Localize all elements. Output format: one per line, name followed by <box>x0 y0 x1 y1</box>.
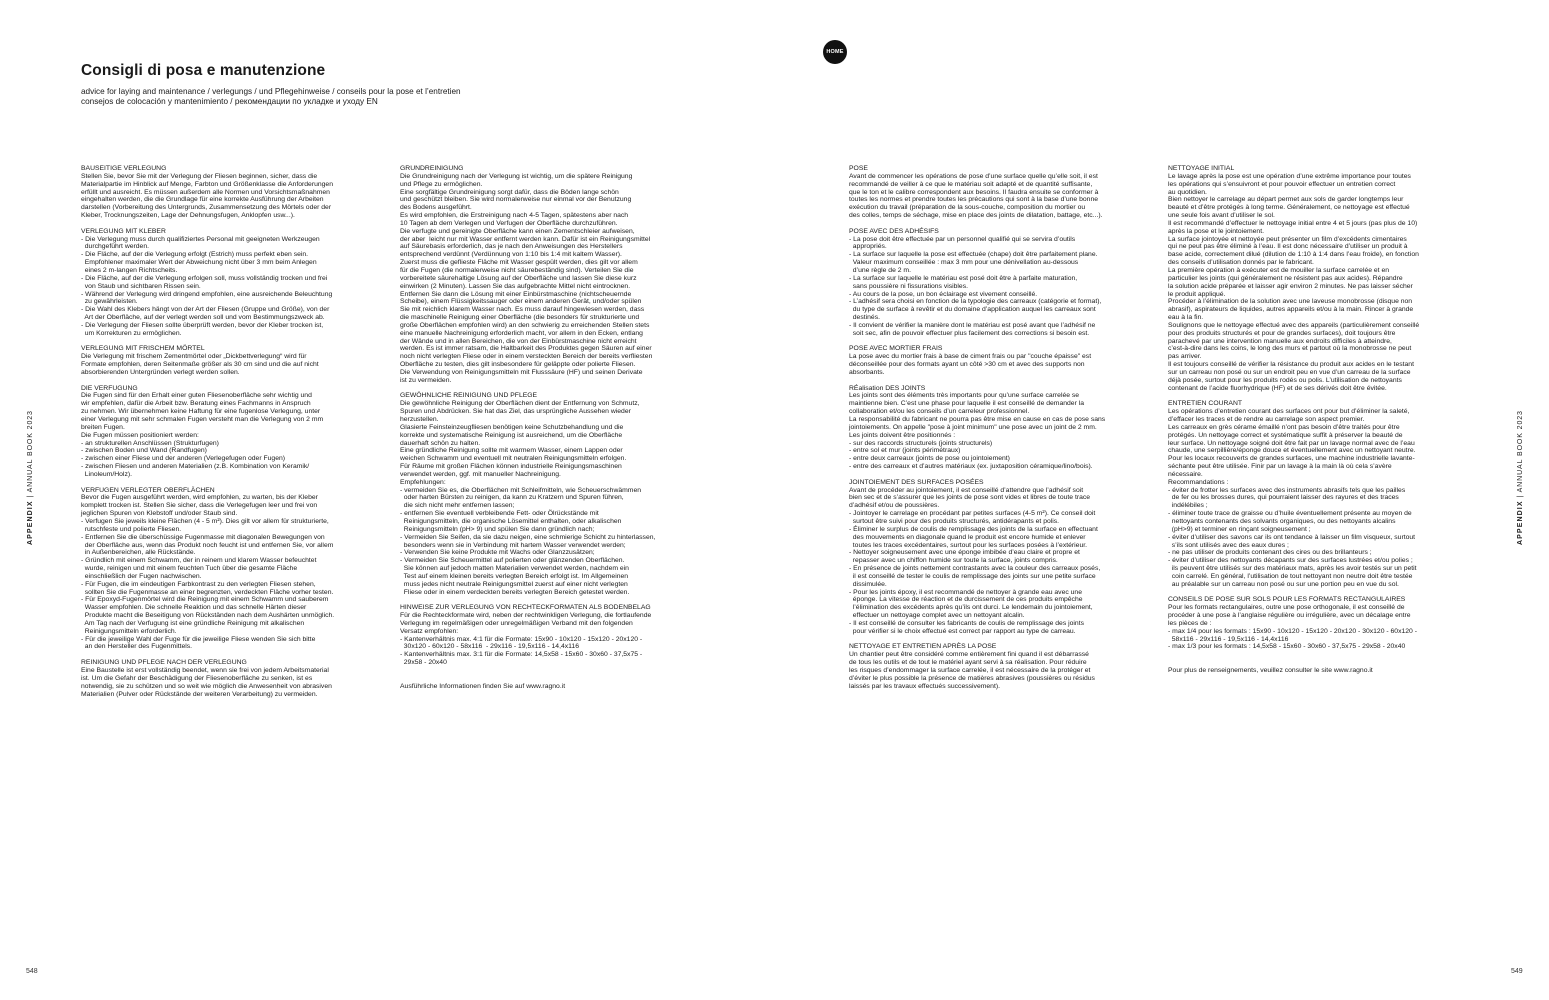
side-label-left <box>27 410 34 545</box>
text-section <box>81 345 334 376</box>
section-heading: VERLEGUNG MIT FRISCHEM MÖRTEL <box>81 345 205 353</box>
section-heading: NETTOYAGE ET ENTRETIEN APRÈS LA POSE <box>849 643 997 651</box>
home-button[interactable]: HOME <box>823 40 847 64</box>
section-heading: RÉalisation DES JOINTS <box>849 384 926 392</box>
annual-book-label: | ANNUAL BOOK 2023 <box>1517 410 1524 501</box>
text-section <box>81 385 334 479</box>
section-body: Die Grundreinigung nach der Verlegung ist wichtig, um die spätere Reinigung und Pflege zu ermöglichen. Eine sorgfältige Grundreinigung sorgt dafür, dass die Böden lange schön und geschützt bleiben. Sie wird normalerweise nur einmal vor der Benutzung des Bodens ausgeführt. Es wird empfohlen, die Erstreinigung nach 4-5 Tagen, spätestens aber nach 10 Tagen ab dem Verlegen und Verfugen der Oberfläche durchzuführen. Die verfugte und gereinigte Oberfläche kann einen Zementschleier aufweisen, der aber leicht nur mit Wasser entfernt werden kann. Dafür ist ein Reinigungsmittel auf Säurebasis erforderlich, das je nach den Anweisungen des Herstellers entsprechend verdünnt (Verdünnung von 1:10 bis 1:4 mit kaltem Wasser). Zuerst muss die geflieste Fläche mit Wasser gespült werden, dies gilt vor allem für die Fugen (die normalerweise nicht säurebeständig sind). Verteilen Sie die vorbereitete säurehaltige Lösung auf der Oberfläche und lassen Sie diese kurz einwirken (2 Minuten). Lassen Sie das aufgebrachte Mittel nicht eintrocknen. Entfernen Sie dann die Lösung mit einer Einbürstmaschine (nichtscheuernde Scheibe), einem Flüssigkeitssauger oder einem anderen Gerät, und/oder spülen Sie mit reichlich klarem Wasser nach. Es muss darauf hingewiesen werden, dass die maschinelle Reinigung einer Oberfläche (die besonders für strukturierte und große Oberflächen empfohlen wird) an den schwierig zu erreichenden Stellen stets eine manuelle Nachreinigung erforderlich macht, vor allem in den Ecken, entlang der Wände und in allen Bereichen, die von der Einbürstmaschine nicht erreicht werden. Es ist immer ratsam, die Haltbarkeit des Produktes gegen Säuren auf einer noch nicht verlegten Fliese oder in einem versteckten Bereich der bereits verfliesten Oberfläche zu testen, dies gilt insbesondere für geläppte oder polierte Fliesen. Die Verwendung von Reinigungsmitteln mit Flusssäure (HF) und seinen Derivate ist zu vermeiden. <box>400 172 653 384</box>
appendix-label: APPENDIX <box>1517 500 1524 545</box>
section-heading: CONSEILS DE POSE SUR SOLS POUR LES FORMATS RECTANGULAIRES <box>1168 596 1406 604</box>
section-body: La pose avec du mortier frais à base de ciment frais ou par "couche épaisse" est déconseillée pour des formats ayant un côté >30 cm et avec des supports non absorbants. <box>849 353 1092 376</box>
section-body: - La pose doit être effectuée par un personnel qualifié qui se servira d’outils appropriés. - La surface sur laquelle la pose est effectuée (chape) doit être parfaitement plane. Valeur maximum conseillée : max 3 mm pour une dénivellation au-dessous d’une règle de 2 m. - La surface sur laquelle le matériau est posé doit être à parfaite maturation, sans poussière ni fissurations visibles. - Au cours de la pose, un bon éclairage est vivement conseillé. - L’adhésif sera choisi en fonction de la typologie des carreaux (catégorie et format), du type de surface à revêtir et du domaine d’application auquel les carreaux sont destinés. - Il convient de vérifier la manière dont le matériau est posé avant que l’adhésif ne soit sec, afin de pouvoir effectuer plus facilement des corrections si besoin est. <box>849 235 1102 337</box>
text-column-german-1 <box>81 165 334 698</box>
text-section <box>400 604 655 667</box>
section-heading: REINIGUNG UND PFLEGE NACH DER VERLEGUNG <box>81 659 247 667</box>
section-heading: NETTOYAGE INITIAL <box>1168 165 1235 172</box>
text-section <box>400 675 655 691</box>
text-section <box>1168 596 1419 651</box>
text-section <box>849 643 1105 690</box>
text-section <box>849 165 1105 220</box>
section-body: Die gewöhnliche Reinigung der Oberflächen dient der Entfernung von Schmutz, Spuren und Abdrücken. Sie hat das Ziel, das ursprüngliche Aussehen wieder herzustellen. Glasierte Feinsteinzeugfliesen benötigen keine Schutzbehandlung und die korrekte und systematische Reinigung ist ausreichend, um die Oberfläche dauerhaft schön zu halten. Eine gründliche Reinigung sollte mit warmem Wasser, einem Lappen oder weichen Schwamm und eventuell mit neutralen Reinigungsmitteln erfolgen. Für Räume mit großen Flächen können industrielle Reinigungsmaschinen verwendet werden, ggf. mit manueller Nachreinigung. Empfehlungen: - vermeiden Sie es, die Oberflächen mit Schleifmitteln, wie Scheuerschwämmen oder harten Bürsten zu reinigen, da kann zu Kratzern und Spuren führen, die sich nicht mehr entfernen lassen; - entfernen Sie eventuell verbleibende Fett- oder Ölrückstände mit Reinigungsmitteln, die organische Lösemittel enthalten, oder alkalischen Reinigungsmitteln (pH> 9) und spülen Sie dann gründlich nach; - Vermeiden Sie Seifen, da sie dazu neigen, eine schmierige Schicht zu hinterlassen, besonders wenn sie in Verbindung mit hartem Wasser verwendet werden; - Verwenden Sie keine Produkte mit Wachs oder Glanzzusätzen; - Vermeiden Sie Scheuermittel auf polierten oder glänzenden Oberflächen. Sie können auf jedoch matten Materialien verwendet werden, nachdem ein Test auf einem kleinen bereits verlegten Bereich erfolgt ist. Im Allgemeinen muss jedes nicht neutrale Reinigungsmittel zuerst auf einer nicht verlegten Fliese oder in einem verdeckten bereits verlegten Bereich getestet werden. <box>400 400 656 596</box>
page-title: Consigli di posa e manutenzione <box>81 62 326 79</box>
section-body: Les joints sont des éléments très importants pour qu’une surface carrelée se maintienne bien. C’est une phase pour laquelle il est conseillé de demander la collaboration et/ou les conseils d’un carreleur professionnel. La responsabilité du fabricant ne pourra pas être mise en cause en cas de pose sans jointoiements. On appelle "pose à joint minimum" une pose avec un joint de 2 mm. Les joints doivent être positionnés : - sur des raccords structurels (joints structurels) - entre sol et mur (joints périmétraux) - entre deux carreaux (joints de pose ou jointoiement) - entre des carreaux et d’autres matériaux (ex. juxtaposition céramique/lino/bois). <box>849 392 1106 471</box>
annual-book-label: | ANNUAL BOOK 2023 <box>27 410 34 501</box>
section-body: Bevor die Fugen ausgeführt werden, wird empfohlen, zu warten, bis der Kleber komplett trocken ist. Stellen Sie sicher, dass die Verlegefugen leer und frei von jeglichen Spuren von Klebstoff und/oder Staub sind. - Verfugen Sie jeweils kleine Flächen (4 - 5 m²). Dies gilt vor allem für strukturierte, rutschfeste und polierte Fliesen. - Entfernen Sie die überschüssige Fugenmasse mit diagonalen Bewegungen von der Oberfläche aus, wenn das Produkt noch feucht ist und entfernen Sie, vor allem in Außenbereichen, alle Rückstände. - Gründlich mit einem Schwamm, der in reinem und klarem Wasser befeuchtet wurde, reinigen und mit einem feuchten Tuch über die gesamte Fläche einschließlich der Fugen nachwischen. - Für Fugen, die im eindeutigen Farbkontrast zu den verlegten Fliesen stehen, sollten Sie die Fugenmasse an einer begrenzten, verdeckten Fläche vorher testen. - Für Epoxyd-Fugenmörtel wird die Reinigung mit einem Schwamm und sauberem Wasser empfohlen. Die schnelle Reaktion und das schnelle Härten dieser Produkte macht die Beseitigung von Rückständen nach dem Aushärten unmöglich. Am Tag nach der Verfugung ist eine gründliche Reinigung mit alkalischen Reinigungsmitteln erforderlich. - Für die jeweilige Wahl der Fuge für die jeweilige Fliese wenden Sie sich bitte an den Hersteller des Fugenmittels. <box>81 494 335 651</box>
appendix-label: APPENDIX <box>27 500 34 545</box>
page-number-left: 548 <box>26 968 38 975</box>
page-subtitle-line-2: consejos de colocación y mantenimiento / рекомендации по укладке и уходу EN <box>81 97 378 106</box>
section-heading: POSE AVEC DES ADHÉSIFS <box>849 227 939 235</box>
text-section <box>849 345 1105 376</box>
text-section <box>849 228 1105 338</box>
section-heading: GRUNDREINIGUNG <box>400 165 464 172</box>
section-body: Les opérations d’entretien courant des surfaces ont pour but d’éliminer la saleté, d’effacer les traces et de rendre au carrelage son aspect premier. Les carreaux en grès cérame émaillé n’ont pas besoin d’être traités pour être protégés. Un nettoyage correct et systématique suffit à préserver la beauté de leur surface. Un nettoyage soigné doit être fait par un lavage normal avec de l’eau chaude, une serpillière/éponge douce et éventuellement avec un nettoyant neutre. Pour les locaux recouverts de grandes surfaces, une machine industrielle lavante- séchante peut être utilisée. Finir par un lavage à la main là où cela s’avère nécessaire. Recommandations : - éviter de frotter les surfaces avec des instruments abrasifs tels que les pailles de fer ou les brosses dures, qui pourraient laisser des rayures et des traces indélébiles ; - éliminer toute trace de graisse ou d’huile éventuellement présente au moyen de nettoyants contenants des solvants organiques, ou des nettoyants alcalins (pH>9) et terminer en rinçant soigneusement ; - éviter d’utiliser des savons car ils ont tendance à laisser un film visqueux, surtout s’ils sont utilisés avec des eaux dures ; - ne pas utiliser de produits contenant des cires ou des brillanteurs ; - éviter d’utiliser des nettoyants décapants sur des surfaces lustrées et/ou polies ; ils peuvent être utilisés sur des matériaux mats, après les avoir testés sur un petit coin carrelé. En général, l’utilisation de tout nettoyant non neutre doit être testée au préalable sur un carreau non posé ou sur une portion peu en vue du sol. <box>1168 408 1417 588</box>
text-section <box>81 659 334 698</box>
text-column-german-2 <box>400 165 655 691</box>
text-column-french-1 <box>849 165 1105 691</box>
section-body: Ausführliche Informationen finden Sie auf www.ragno.it <box>400 682 566 690</box>
section-heading: VERLEGUNG MIT KLEBER <box>81 227 166 235</box>
section-heading: POSE AVEC MORTIER FRAIS <box>849 345 943 353</box>
text-section <box>400 165 655 385</box>
section-heading: VERFUGEN VERLEGTER OBERFLÄCHEN <box>81 486 215 494</box>
page-number-right: 549 <box>1511 968 1523 975</box>
section-body: Stellen Sie, bevor Sie mit der Verlegung der Fliesen beginnen, sicher, dass die Materialpartie im Hinblick auf Menge, Farbton und Größenklasse die Anforderungen erfüllt und ausreicht. Es müssen außerdem alle Normen und Vorsichtsmaßnahmen eingehalten werden, die die Grundlage für eine korrekte Ausführung der Arbeiten darstellen (Vorbereitung des Untergrunds, Zusammensetzung des Mörtels oder der Kleber, Trocknungszeiten, Lage der Dehnungsfugen, Anklopfen usw...). <box>81 172 333 220</box>
section-body: Pour plus de renseignements, veuillez consulter le site www.ragno.it <box>1168 667 1373 674</box>
section-heading: BAUSEITIGE VERLEGUNG <box>81 165 167 172</box>
side-label-right <box>1517 410 1524 545</box>
section-body: Die Verlegung mit frischem Zementmörtel oder „Dickbettverlegung“ wird für Formate empfohlen, deren Seitenmaße größer als 30 cm sind und die auf nicht absorbierenden Untergründen verlegt werden sollen. <box>81 353 319 376</box>
text-section <box>400 392 655 596</box>
text-section <box>849 385 1105 471</box>
text-section <box>1168 165 1419 392</box>
text-column-french-2 <box>1168 165 1419 675</box>
section-body: Un chantier peut être considéré comme entièrement fini quand il est débarrassé de tous les outils et de tout le matériel ayant servi à sa réalisation. Pour réduire les risques d’endommager la surface carrelée, il est nécessaire de la protéger et d’éviter le plus possible la présence de matières abrasives (poussières ou résidus laissés par les travaux effectués successivement). <box>849 651 1095 690</box>
section-body: Avant de commencer les opérations de pose d’une surface quelle qu’elle soit, il est recommandé de veiller à ce que le matériau soit adapté et de quantité suffisante, que le ton et le calibre correspondent aux besoins. Il faudra ensuite se conformer à toutes les normes et prendre toutes les précautions qui sont à la base d’une bonne exécution du travail (préparation de la sous-couche, composition du mortier ou des colles, temps de séchage, mise en place des joints de dilatation, battage, etc...). <box>849 172 1103 220</box>
text-section <box>81 165 334 220</box>
page-subtitle-line-1: advice for laying and maintenance / verlegungs / und Pflegehinweise / conseils pour la pose et l’entretien <box>81 87 461 96</box>
text-section <box>81 228 334 338</box>
section-body: Avant de procéder au jointoiement, il est conseillé d’attendre que l’adhésif soit bien sec et de s’assurer que les joints de pose sont vides et libres de toute trace d’adhésif et/ou de poussières. - Jointoyer le carrelage en procédant par petites surfaces (4-5 m²). Ce conseil doit surtout être suivi pour des produits structurés, antidérapants et polis. - Éliminer le surplus de coulis de remplissage des joints de la surface en effectuant des mouvements en diagonale quand le produit est encore humide et enlever toutes les traces excédentaires, surtout pour les surfaces posées à l’extérieur. - Nettoyer soigneusement avec une éponge imbibée d’eau claire et propre et repasser avec un chiffon humide sur toute la surface, joints compris. - En présence de joints nettement contrastants avec la couleur des carreaux posés, il est conseillé de tester le coulis de remplissage des joints sur une petite surface dissimulée. - Pour les joints époxy, il est recommandé de nettoyer à grande eau avec une éponge. La vitesse de réaction et de durcissement de ces produits empêche l’élimination des excédents après qu’ils ont durci. Le lendemain du jointoiement, effectuer un nettoyage complet avec un nettoyant alcalin. - Il est conseillé de consulter les fabricants de coulis de remplissage des joints pour vérifier si le choix effectué est correct par rapport au type de carreau. <box>849 486 1101 635</box>
section-body: Le lavage après la pose est une opération d’une extrême importance pour toutes les opérations qui s’ensuivront et pour pouvoir effectuer un entretien correct au quotidien. Bien nettoyer le carrelage au départ permet aux sols de garder longtemps leur beauté et d’être protégés à long terme. Généralement, ce nettoyage est effectué une seule fois avant d’utiliser le sol. Il est recommandé d’effectuer le nettoyage initial entre 4 et 5 jours (pas plus de 10) après la pose et le jointoiement. La surface jointoyée et nettoyée peut présenter un film d’excédents cimentaires qui ne peut pas être éliminé à l’eau. Il est donc nécessaire d’utiliser un produit à base acide, correctement dilué (dilution de 1:10 à 1:4 dans l’eau froide), en fonction des conseils d’utilisation donnés par le fabricant. La première opération à exécuter est de mouiller la surface carrelée et en particulier les joints (qui généralement ne résistent pas aux acides). Répandre la solution acide préparée et laisser agir environ 2 minutes. Ne pas laisser sécher le produit appliqué. Procéder à l’élimination de la solution avec une laveuse monobrosse (disque non abrasif), aspirateurs de liquides, autres appareils et/ou à la main. Rincer à grande eau à la fin. Soulignons que le nettoyage effectué avec des appareils (particulièrement conseillé pour des produits structurés et pour de grandes surfaces), doit toujours être parachevé par une intervention manuelle aux endroits difficiles à atteindre, c’est-à-dire dans les coins, le long des murs et partout où la monobrosse ne peut pas arriver. Il est toujours conseillé de vérifier la résistance du produit aux acides en le testant sur un carreau non posé ou sur un endroit peu en vue d’un carreau de la surface déjà posée, surtout pour les produits rodés ou polis. L’utilisation de nettoyants contenant de l’acide fluorhydrique (HF) et de ses dérivés doit être évitée. <box>1168 172 1420 392</box>
section-body: Die Fugen sind für den Erhalt einer guten Fliesenoberfläche sehr wichtig und wir empfehlen, dafür die Arbeit bzw. Beratung eines Fachmanns in Anspruch zu nehmen. Wir übernehmen keine Haftung für eine fugenlose Verlegung, unter einer Verlegung mit sehr schmalen Fugen versteht man die Verlegung von 2 mm breiten Fugen. Die Fugen müssen positioniert werden: - an strukturellen Anschlüssen (Strukturfugen) - zwischen Boden und Wand (Randfugen) - zwischen einer Fliese und der anderen (Verlegefugen oder Fugen) - zwischen Fliesen und anderen Materialien (z.B. Kombination von Keramik/ Linoleum/Holz). <box>81 392 324 478</box>
section-heading: POSE <box>849 165 868 172</box>
text-section <box>81 487 334 652</box>
section-heading: JOINTOIEMENT DES SURFACES POSÉES <box>849 478 984 486</box>
section-body: Pour les formats rectangulaires, outre une pose orthogonale, il est conseillé de procéder à une pose à l’anglaise régulière ou irrégulière, avec un décalage entre les pièces de : - max 1/4 pour les formats : 15x90 - 10x120 - 15x120 - 20x120 - 30x120 - 60x120 - 58x116 - 29x116 - 19,5x116 - 14,4x116 - max 1/3 pour les formats : 14,5x58 - 15x60 - 30x60 - 37,5x75 - 29x58 - 20x40 <box>1168 604 1417 651</box>
text-section <box>1168 400 1419 588</box>
section-heading: ENTRETIEN COURANT <box>1168 400 1243 408</box>
text-section <box>849 479 1105 636</box>
section-heading: GEWÖHNLICHE REINIGUNG UND PFLEGE <box>400 392 538 400</box>
section-heading: DIE VERFUGUNG <box>81 384 138 392</box>
section-body: - Die Verlegung muss durch qualifiziertes Personal mit geeigneten Werkzeugen durchgeführt werden. - Die Fläche, auf der die Verlegung erfolgt (Estrich) muss perfekt eben sein. Empfohlener maximaler Wert der Abweichung nicht über 3 mm beim Anlegen eines 2 m-langen Richtscheits. - Die Fläche, auf der die Verlegung erfolgen soll, muss vollständig trocken und frei von Staub und sichtbaren Rissen sein. - Während der Verlegung wird dringend empfohlen, eine ausreichende Beleuchtung zu gewährleisten. - Die Wahl des Klebers hängt von der Art der Fliesen (Gruppe und Größe), von der Art der Oberfläche, auf der verlegt werden soll und vom Bestimmungszweck ab. - Die Verlegung der Fliesen sollte überprüft werden, bevor der Kleber trocken ist, um Korrekturen zu ermöglichen. <box>81 235 333 337</box>
section-heading: HINWEISE ZUR VERLEGUNG VON RECHTECKFORMATEN ALS BODENBELAG <box>400 604 651 612</box>
text-section <box>1168 659 1419 675</box>
section-body: Eine Baustelle ist erst vollständig beendet, wenn sie frei von jedem Arbeitsmaterial ist. Um die Gefahr der Beschädigung der Fliesenoberfläche zu senken, ist es notwendig, sie zu schützen und so weit wie möglich die Anwesenheit von abrasiven Materialien (Pulver oder Rückstände der weiteren Verarbeitung) zu vermeiden. <box>81 667 332 698</box>
section-body: Für die Rechteckformate wird, neben der rechtwinkligen Verlegung, die fortlaufende Verlegung im regelmäßigen oder unregelmäßigen Verband mit den folgenden Versatz empfohlen: - Kantenverhältnis max. 4:1 für die Formate: 15x90 - 10x120 - 15x120 - 20x120 - 30x120 - 60x120 - 58x116 - 29x116 - 19,5x116 - 14,4x116 - Kantenverhältnis max. 3:1 für die Formate: 14,5x58 - 15x60 - 30x60 - 37,5x75 - 29x58 - 20x40 <box>400 612 652 667</box>
